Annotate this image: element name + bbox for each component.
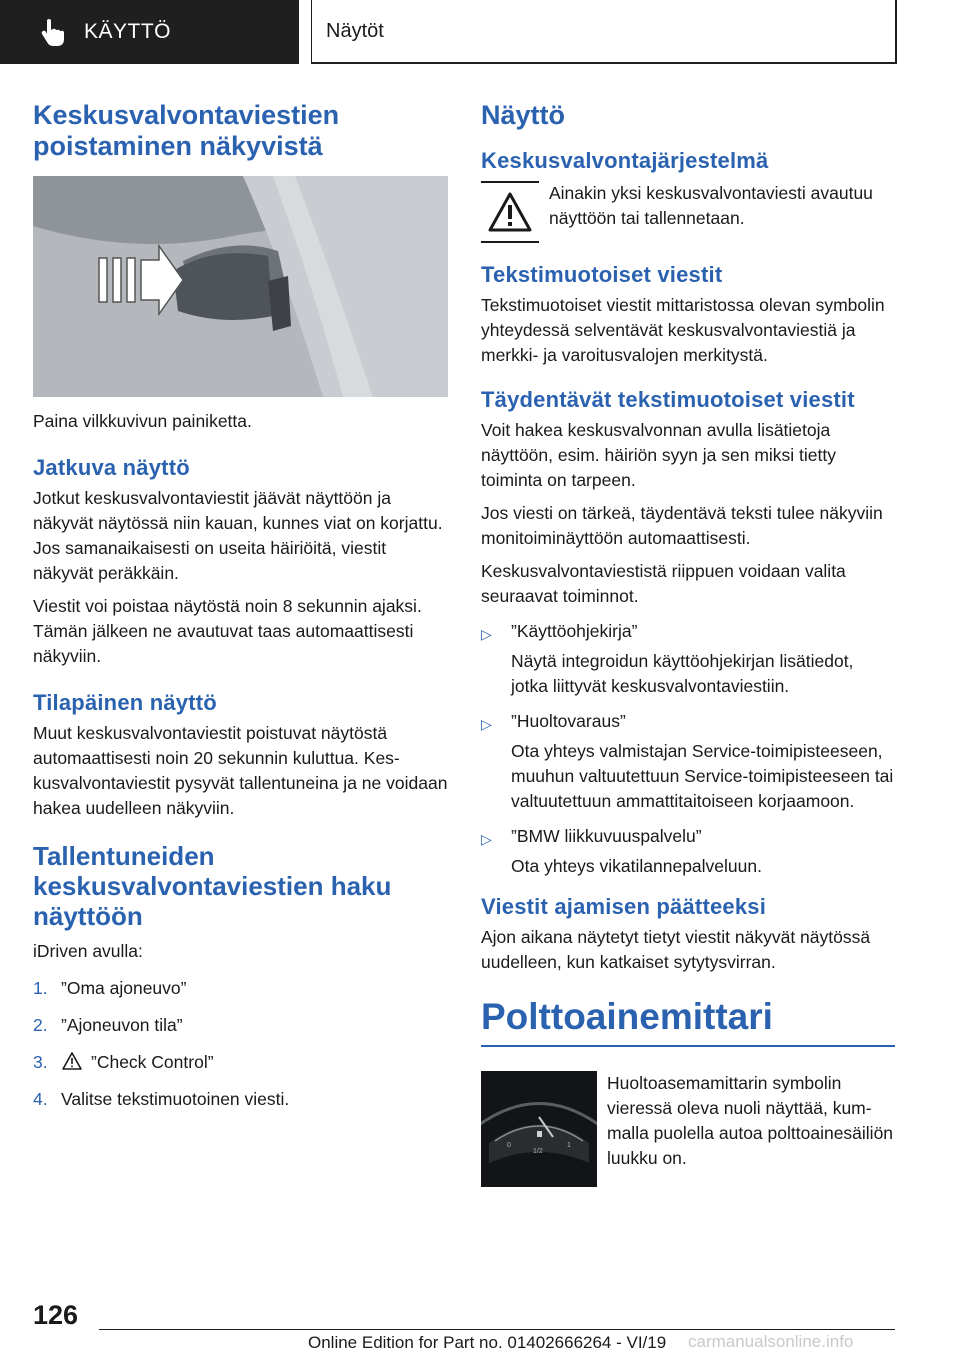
lever-illustration — [33, 176, 448, 397]
fuel-gauge-photo — [481, 1071, 597, 1187]
image-caption: Paina vilkkuvivun painiketta. — [33, 411, 252, 431]
idrive-intro: iDriven avulla: — [33, 941, 143, 961]
list-item — [481, 709, 895, 814]
step-number: 1. — [33, 978, 48, 998]
warning-text: Ainakin yksi keskusvalvontaviesti avautuu näyttöön tai tallennetaan. — [549, 183, 873, 228]
supplementary-text-1: Voit hakea keskusvalvonnan avulla lisätietoja näyttöön, esim. häiriön syyn ja sen miksi tietty toiminta on tarpeen. — [481, 420, 837, 490]
fuel-gauge-heading: Polttoainemittari — [481, 995, 895, 1047]
triangle-bullet-icon: ▷ — [481, 716, 492, 732]
warning-box — [481, 181, 539, 243]
list-item — [33, 976, 448, 1001]
warning-notice — [481, 181, 895, 243]
end-of-drive-text: Ajon aikana näytetyt tietyt viestit näkyvät näytössä uudelleen, kun katkaiset sytytysvirran. — [481, 927, 871, 972]
gauge-label-one: 1 — [567, 1142, 571, 1149]
fuel-pump-icon — [537, 1131, 542, 1137]
remove-messages-heading: Keskusvalvontaviestien poistaminen näkyvistä — [33, 100, 340, 161]
list-item — [481, 824, 895, 879]
steps-list — [33, 976, 448, 1112]
temporary-display-text: Muut keskusvalvontaviestit poistuvat näytöstä automaattisesti noin 20 sekunnin kuluttua. Keskusvalvontaviestit pysyvät tallentuneina ja ne voidaan hakea uudelleen näkyviin. — [33, 723, 448, 818]
chapter-tab — [311, 0, 897, 64]
fuel-gauge-text: Huoltoasemamittarin symbolin vieressä oleva nuoli näyttää, kummalla puolella autoa polttoainesäiliön luukku on. — [607, 1073, 894, 1168]
hand-pointer-icon — [38, 17, 66, 47]
option-description: Ota yhteys valmistajan Service-toimipisteeseen, muuhun valtuutettuun Service-toimipisteeseen tai valtuutettuun ammattitaitoiseen korjaamoon. — [511, 741, 894, 811]
temporary-display-heading: Tilapäinen näyttö — [33, 690, 217, 715]
list-item — [33, 1013, 448, 1038]
step-text: ”Oma ajoneuvo” — [61, 978, 187, 998]
display-heading: Näyttö — [481, 100, 566, 130]
list-item — [33, 1050, 448, 1075]
option-title: ”Huoltovaraus” — [511, 711, 626, 731]
step-number: 2. — [33, 1015, 48, 1035]
warning-triangle-icon — [61, 1051, 83, 1071]
gauge-label-half: 1/2 — [533, 1148, 543, 1155]
section-tab — [0, 0, 299, 64]
triangle-bullet-icon: ▷ — [481, 626, 492, 642]
option-title: ”BMW liikkuvuuspalvelu” — [511, 826, 702, 846]
supplementary-text-3: Keskusvalvontaviestistä riippuen voidaan valita seuraavat toiminnot. — [481, 561, 846, 606]
step-number: 4. — [33, 1089, 48, 1109]
triangle-bullet-icon: ▷ — [481, 831, 492, 847]
check-control-heading: Keskusvalvontajärjestelmä — [481, 148, 769, 173]
step-text: ”Check Control” — [91, 1052, 214, 1072]
list-item — [33, 1087, 448, 1112]
fuel-gauge-illustration — [481, 1071, 597, 1187]
gauge-label-zero: 0 — [507, 1142, 511, 1149]
option-description: Ota yhteys vikatilannepalveluun. — [511, 856, 762, 876]
right-column — [481, 100, 895, 1187]
page-number: 126 — [33, 1300, 79, 1330]
fuel-gauge-section — [481, 1071, 895, 1187]
text-messages-text: Tekstimuotoiset viestit mittaristossa olevan symbolin yhteydessä selventävät keskusvalvontaviestiä ja merkki- ja varoitusvalojen merkitystä. — [481, 295, 885, 365]
left-column — [33, 100, 448, 1124]
option-description: Näytä integroidun käyttöohjekirjan lisätiedot, jotka liittyvät keskusvalvontaviestiin. — [511, 651, 854, 696]
turn-signal-lever-photo — [33, 176, 448, 397]
supplementary-text-2: Jos viesti on tärkeä, täydentävä teksti tulee näkyviin monitoiminäyttöön automaattisesti. — [481, 503, 883, 548]
continuous-display-text-1: Jotkut keskusvalvontaviestit jäävät näyttöön ja näkyvät näytössä niin kauan, kunnes viat on korjattu. Jos samanaikaisesti on useita häiriöitä, viestit näkyvät peräkkäin. — [33, 488, 443, 583]
step-number: 3. — [33, 1052, 48, 1072]
continuous-display-heading: Jatkuva näyttö — [33, 455, 190, 480]
edition-text: Online Edition for Part no. 01402666264 - VI/19 — [308, 1333, 667, 1352]
list-item — [481, 619, 895, 699]
section-label: KÄYTTÖ — [84, 20, 172, 43]
stored-messages-heading: Tallentuneiden keskusvalvontaviestien haku näyttöön — [33, 841, 392, 931]
step-text: Valitse tekstimuotoinen viesti. — [61, 1089, 290, 1109]
footer-divider — [99, 1329, 895, 1330]
option-title: ”Käyttöohjekirja” — [511, 621, 638, 641]
watermark: carmanualsonline.info — [688, 1332, 854, 1351]
step-text: ”Ajoneuvon tila” — [61, 1015, 183, 1035]
supplementary-messages-heading: Täydentävät tekstimuotoiset viestit — [481, 387, 855, 412]
chapter-label: Näytöt — [326, 19, 384, 42]
warning-triangle-icon — [487, 191, 533, 233]
continuous-display-text-2: Viestit voi poistaa näytöstä noin 8 sekunnin ajaksi. Tämän jälkeen ne avautuvat taas automaattisesti näkyviin. — [33, 596, 422, 666]
options-list — [481, 619, 895, 879]
text-messages-heading: Tekstimuotoiset viestit — [481, 262, 723, 287]
end-of-drive-heading: Viestit ajamisen päätteeksi — [481, 894, 767, 919]
